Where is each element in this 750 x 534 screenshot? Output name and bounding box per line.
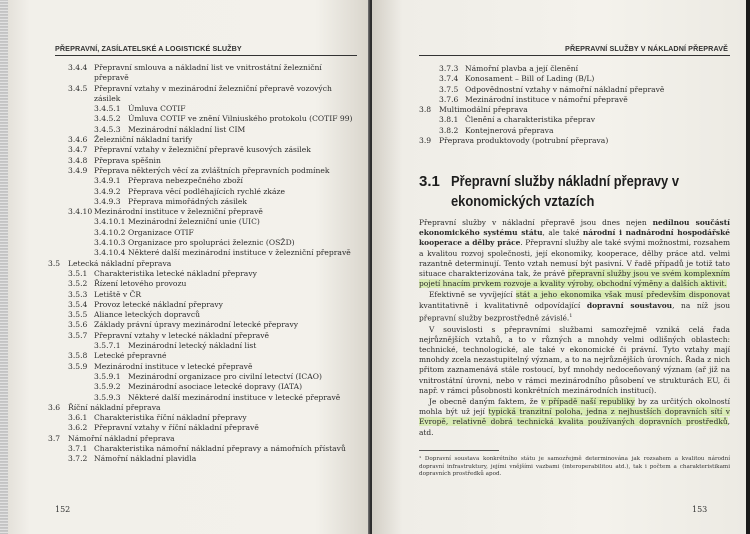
toc-title: Přeprava věcí podléhajících rychlé zkáze	[128, 186, 286, 196]
toc-title: přepravě	[94, 73, 129, 83]
toc-title: Charakteristika letecké nákladní přepravy	[94, 268, 257, 278]
page-number-left: 152	[55, 505, 71, 514]
toc-title: Železniční nákladní tarify	[94, 135, 193, 145]
toc-title: Konosament – Bill of Lading (B/L)	[465, 74, 595, 84]
toc-number: 3.7.2	[68, 454, 88, 464]
toc-number: 3.5.8	[68, 351, 88, 361]
left-page	[8, 0, 370, 534]
paragraph-2: Efektivně se vyvíjející stát a jeho ekonomika však musí především disponovat kvantitativně i kvalitativně odpovídající dopravní soustavou, na níž jsou přepravní služby bezprostředně závislé.$^1$	[419, 290, 730, 323]
toc-title: Námořní nákladní přeprava	[68, 433, 175, 443]
paragraph-1: Přepravní služby v nákladní přepravě jsou dnes nejen nedílnou součástí ekonomického systému státu, ale také národní i nadnárodní hospodářské kooperace a dělby práce. Přepravní služby ale také svými možnostmi, rozsahem a kvalitou rozvoj společnosti, její ekonomiky, kooperace, dělby práce atd. velmi razantně determinují. Tento vztah nemusí být pasivní. V řadě případů je totiž tato situace charakterizována tak, že právě přepravní služby jsou ve svém komplexním pojetí hnacím prvkem rozvoje a kvality výroby, obchodní výměny a dalších aktivit.	[419, 218, 730, 289]
toc-title: Letecké přepravné	[94, 351, 167, 361]
toc-number: 3.7	[48, 433, 61, 443]
highlight: přepravní služby jsou ve svém komplexním pojetí hnacím prvkem rozvoje a kvality výroby, obchodní výměny a dalších aktivit.	[419, 269, 730, 289]
toc-number: 3.8.2	[439, 125, 459, 135]
right-page	[372, 0, 750, 534]
toc-number: 3.8	[419, 105, 432, 115]
toc-title: Námořní nákladní plavidla	[94, 454, 197, 464]
footnote-rule	[419, 450, 499, 451]
toc-number: 3.4.5.2	[94, 114, 121, 124]
toc-number: 3.5.3	[68, 289, 88, 299]
toc-number: 3.5.6	[68, 320, 88, 330]
toc-title: zásilek	[94, 93, 121, 103]
toc-number: 3.5.5	[68, 310, 88, 320]
toc-number: 3.4.9.3	[94, 196, 121, 206]
toc-number: 3.4.5.1	[94, 104, 121, 114]
body-text	[419, 218, 730, 439]
toc-number: 3.6	[48, 402, 61, 412]
toc-title: Mezinárodní organizace pro civilní letectví (ICAO)	[128, 371, 322, 381]
paragraph-3: V souvislosti s přepravními službami samozřejmě vzniká celá řada nejrůznějších vztahů, a to v různých a mnohdy velmi odlišných oblastech: technické, technologické, ale také v ekonomické či právní. Tyto vztahy mají mnohdy zcela nezastupitelný význam, a to na nejrůznějších úrovních. Řada z nich přitom zaznamenává stále rostoucí, byť mnohdy nedoceňovaný význam (ař již na vnitrostátní úrovni, nebo v rámci mezinárodního působení ve strukturách EU, či např. v rámci působnosti konkrétních mezinárodních institucí).	[419, 324, 730, 395]
toc-number: 3.4.10	[68, 207, 93, 217]
toc-title: Mezinárodní asociace letecké dopravy (IATA)	[128, 382, 303, 392]
toc-title: Mezinárodní letecký nákladní list	[128, 341, 257, 351]
page-number-right: 153	[692, 505, 708, 514]
toc-number: 3.4.4	[68, 63, 88, 72]
section-number: 3.1	[419, 173, 440, 190]
toc-number: 3.5.4	[68, 299, 88, 309]
toc-number: 3.4.5	[68, 83, 88, 93]
section-title: Přepravní služby nákladní přepravy v ekonomických vztazích	[451, 173, 679, 210]
toc-number: 3.5	[48, 258, 61, 268]
toc-title: Provoz letecké nákladní přepravy	[94, 299, 223, 309]
toc-title: Letiště v ČR	[94, 289, 142, 299]
toc-number: 3.5.2	[68, 279, 88, 289]
highlight: v případě naší republiky	[541, 396, 635, 406]
highlight: stát a jeho ekonomika však musí především disponovat	[515, 290, 730, 300]
toc-title: Přeprava spěšnin	[94, 155, 161, 165]
footnote: ¹ Dopravní soustava konkrétního státu je samozřejmě determinována jak rozsahem a kvalitou národní dopravní infrastruktury, jejími vnějšími vazbami (interoperabilitou atd.), tak i počtem a charakteristikami dopravních prostředků apod.	[419, 456, 730, 478]
toc-number: 3.9	[419, 136, 432, 146]
toc-number: 3.7.5	[439, 84, 459, 94]
right-edge-shadow	[746, 0, 750, 534]
toc-number: 3.4.10.3	[94, 238, 126, 248]
toc-title: Námořní plavba a její členění	[465, 64, 579, 73]
toc-number: 3.4.10.1	[94, 217, 126, 227]
toc-title: Odpovědnostní vztahy v námořní nákladní přepravě	[465, 84, 665, 94]
toc-number: 3.5.9	[68, 361, 88, 371]
toc-title: Organizace pro spolupráci železnic (OSŽD)	[128, 238, 295, 248]
toc-title: Přeprava některých věcí za zvláštních přepravních podmínek	[94, 165, 330, 175]
toc-number: 3.4.10.4	[94, 248, 126, 258]
toc-title: Přepravní vztahy v železniční přepravě kusových zásilek	[94, 145, 311, 155]
toc-number: 3.4.5.3	[94, 124, 121, 134]
toc-number: 3.7.6	[439, 94, 459, 104]
highlight: typická tranzitní poloha, jedna z nejhustších dopravních sítí v Evropě, relativně dobrá technická kvalita používaných dopravních prostředků	[419, 407, 730, 427]
toc-number: 3.5.9.3	[94, 392, 121, 402]
running-head-left: PŘEPRAVNÍ, ZASÍLATELSKÉ A LOGISTICKÉ SLUŽBY	[55, 44, 242, 53]
toc-title: Organizace OTIF	[128, 227, 194, 237]
toc-title: Přepravní vztahy v letecké nákladní přepravě	[94, 330, 270, 340]
toc-title: Multimodální přeprava	[439, 105, 528, 115]
toc-title: Přeprava mimořádných zásilek	[128, 196, 248, 206]
toc-number: 3.4.8	[68, 155, 88, 165]
toc-number: 3.7.4	[439, 74, 459, 84]
toc-title: Řízení letového provozu	[94, 279, 187, 289]
toc-title: Základy právní úpravy mezinárodní letecké přepravy	[94, 320, 299, 330]
toc-title: Charakteristika říční nákladní přepravy	[94, 413, 247, 423]
toc-title: Mezinárodní nákladní list CIM	[128, 124, 246, 134]
toc-title: Mezinárodní železniční unie (UIC)	[128, 217, 260, 227]
toc-title: Mezinárodní instituce v železniční přepravě	[94, 207, 263, 217]
toc-title: Letecká nákladní přeprava	[68, 258, 172, 268]
toc-number: 3.4.10.2	[94, 227, 126, 237]
toc-title: Charakteristika námořní nákladní přepravy a námořních přístavů	[94, 443, 346, 453]
toc-title: Některé další mezinárodní instituce v letecké přepravě	[128, 392, 341, 402]
paragraph-4: Je obecně daným faktem, že v případě naší republiky by za určitých okolností mohla být už její typická tranzitní poloha, jedna z nejhustších dopravních sítí v Evropě, relativně dobrá technická kvalita používaných dopravních prostředků, atd.	[419, 396, 730, 437]
header-rule-left	[55, 55, 357, 56]
running-head-right: PŘEPRAVNÍ SLUŽBY V NÁKLADNÍ PŘEPRAVĚ	[565, 44, 728, 53]
toc-number: 3.5.1	[68, 268, 88, 278]
toc-number: 3.4.9.2	[94, 186, 121, 196]
toc-number: 3.4.9	[68, 165, 88, 175]
toc-title: Mezinárodní instituce v námořní přepravě	[465, 94, 628, 104]
toc-number: 3.6.1	[68, 413, 88, 423]
toc-title: Přepravní vztahy v říční nákladní přepravě	[94, 423, 259, 433]
toc-title: Některé další mezinárodní instituce v železniční přepravě	[128, 248, 351, 258]
toc-title: Přepravní vztahy v mezinárodní železniční přepravě vozových	[94, 83, 332, 93]
toc-number: 3.5.7	[68, 330, 88, 340]
toc-number: 3.4.6	[68, 135, 88, 145]
toc-number: 3.7.3	[439, 64, 459, 73]
footnote-ref: 1	[569, 312, 573, 319]
toc-title: Členění a charakteristika přeprav	[465, 115, 596, 125]
toc-title: Kontejnerová přeprava	[465, 125, 554, 135]
toc-title: Úmluva COTIF ve znění Vilniuského protokolu (COTIF 99)	[128, 114, 353, 124]
toc-number: 3.5.9.1	[94, 371, 121, 381]
toc-title: Říční nákladní přeprava	[68, 402, 161, 412]
toc-number: 3.7.1	[68, 443, 88, 453]
toc-title: Mezinárodní instituce v letecké přepravě	[94, 361, 253, 371]
toc-number: 3.8.1	[439, 115, 459, 125]
toc-title: Úmluva COTIF	[128, 104, 186, 114]
toc-number: 3.4.7	[68, 145, 88, 155]
toc-number: 3.5.9.2	[94, 382, 121, 392]
toc-title: Přepravní smlouva a nákladní list ve vnitrostátní železniční	[94, 63, 322, 72]
toc-number: 3.5.7.1	[94, 341, 121, 351]
toc-number: 3.4.9.1	[94, 176, 121, 186]
toc-title: Aliance leteckých dopravců	[94, 310, 200, 320]
toc-title: Přeprava nebezpečného zboží	[128, 176, 243, 186]
toc-title: Přeprava produktovody (potrubní přeprava)	[439, 136, 609, 146]
header-rule-right	[419, 55, 730, 56]
toc-number: 3.6.2	[68, 423, 88, 433]
